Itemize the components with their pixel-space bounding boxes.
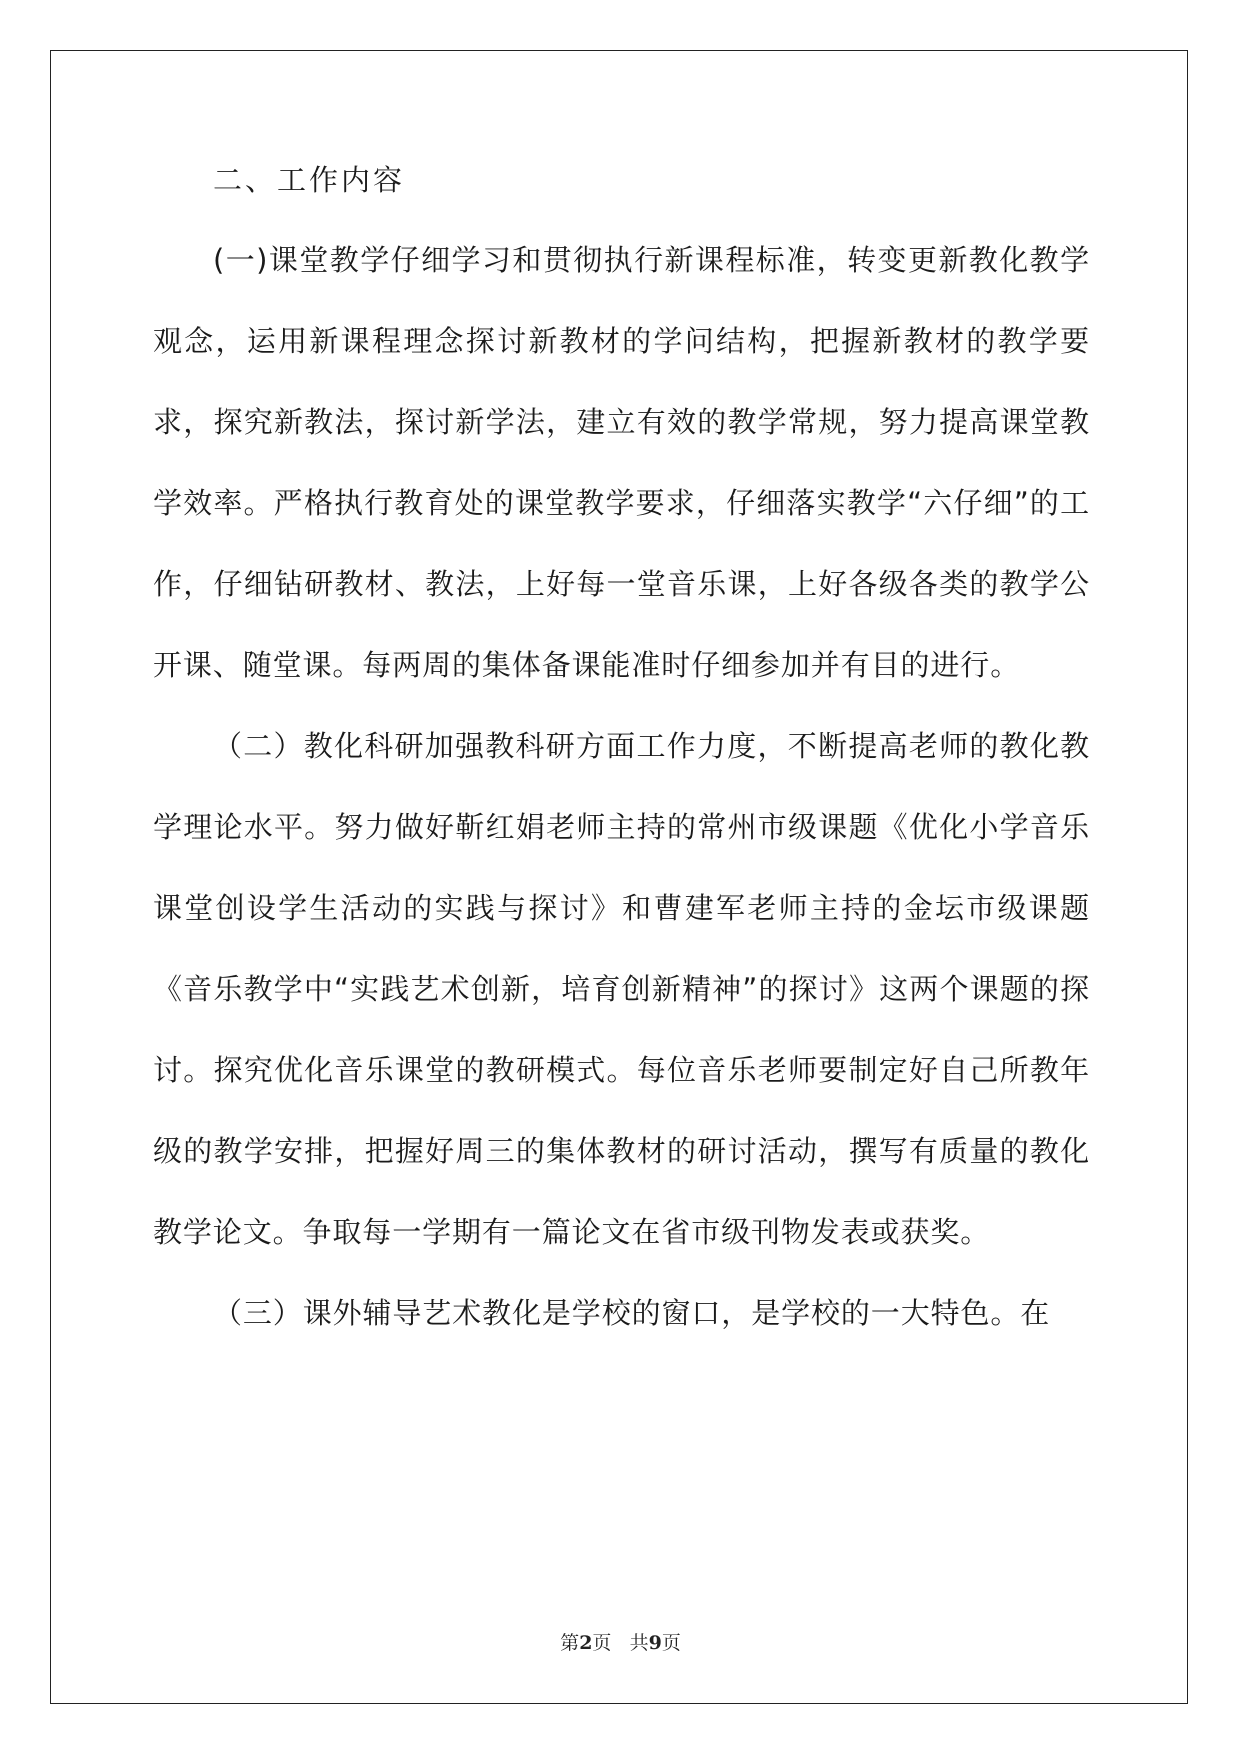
total-suffix: 页 (661, 1632, 681, 1654)
current-page-number: 2 (579, 1632, 593, 1654)
paragraph-classroom-teaching: (一)课堂教学仔细学习和贯彻执行新课程标准，转变更新教化教学观念，运用新课程理念探讨新教材的学问结构，把握新教材的教学要求，探究新教法，探讨新学法，建立有效的教学常规，努力提高课堂教学效率。严格执行教育处的课堂教学要求，仔细落实教学“六仔细”的工作，仔细钻研教材、教法，上好每一堂音乐课，上好各级各类的教学公开课、随堂课。每两周的集体备课能准时仔细参加并有目的进行。 (153, 243, 1090, 682)
section-heading: 二、工作内容 (213, 163, 406, 197)
total-prefix: 共 (629, 1632, 649, 1654)
total-page-number: 9 (648, 1632, 662, 1654)
page-prefix: 第 (560, 1632, 580, 1654)
paragraph-research: （二）教化科研加强教科研方面工作力度，不断提高老师的教化教学理论水平。努力做好靳红娟老师主持的常州市级课题《优化小学音乐课堂创设学生活动的实践与探讨》和曹建军老师主持的金坛市级课题《音乐教学中“实践艺术创新，培育创新精神”的探讨》这两个课题的探讨。探究优化音乐课堂的教研模式。每位音乐老师要制定好自己所教年级的教学安排，把握好周三的集体教材的研讨活动，撰写有质量的教化教学论文。争取每一学期有一篇论文在省市级刊物发表或获奖。 (153, 729, 1090, 1249)
page-suffix: 页 (592, 1632, 612, 1654)
document-body (153, 160, 1090, 1354)
page-footer (0, 1628, 1241, 1655)
paragraph-extracurricular: （三）课外辅导艺术教化是学校的窗口，是学校的一大特色。在 (213, 1296, 1051, 1330)
